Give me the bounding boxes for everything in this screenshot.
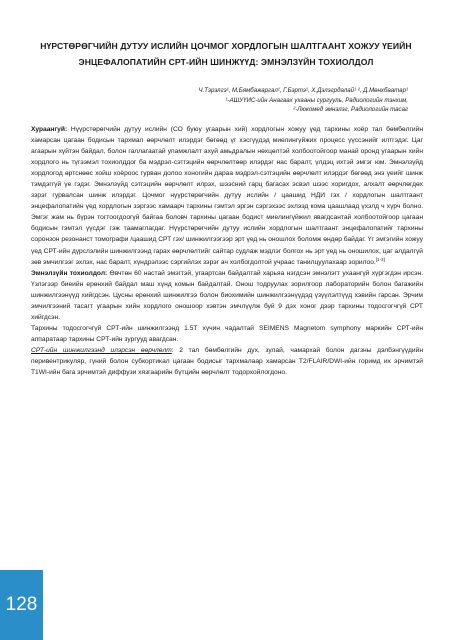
page-number: 128 bbox=[5, 594, 38, 615]
abstract-text: Нүүрстөрөгчийн дутуу ислийн (СО буюу угаарын хий) хордлогын хожуу үед тархины хоёр тал бөмбөлгийн хамарсан цагаан бодисын тархмал өөрчлөлт илэрдэг бөгөөд үг хэсгүүдэд миелингүйжих процесс үүссэнийг илтгэдэг. Цаг агаарын хүйтэн байдал, болон галлагаатай упамжлалт ахуй амьдралын нөхцөлтэй холбоотойгоор манай оронд угаарын хийн хордлого нь түгээмэл тохиолддог ба мэдрэл-сэтгэцийн өөрчлөлтөөр илэрдэг нас баралт, үлдэц ихтэй эмгэг юм. Эмнэлзүйд хордлогод өртснөөс хойш хоёроос гурван долоо хоногийн дараа мэдрэл-сэтгэцийн өөрчлөлт илэрдэг бөгөөд энэ үеийг шинж тэмдэггүй үе гэдэг. Эмнэлзүйд сэтгэцийн өөрчлөлт илрэх, шээсний гарц багасах эсвэл шээс хоригдох, алхалт өөрчлөгдөх зэрэг гурвалсан шинж илэрдэг. Цочмог нүүрстөрөгчийн дутуу ислийн / цаашид НДИ гэх / хордлогын шалтгаант энцефалопатийн үед хордлогын зэргээс хамаарч тархины гэмтэл эргэн сэргэхээс эхлээд кома цаашлаад үхэлд ч хүрч болно. Эмгэг жам нь бүрэн тогтоогдоогүй байгаа боловч тархины цагаан бодист миелингүйжил явагдсантай холбоотойгоор цагаан бодисын гэмтэл үүсдэг гэж таамаглагдаг. Нүүрстөрөгчийн дутуу ислийн хордлогын шалтгаант энцефалопатийг тархины соронзон резонанст томографи /цаашид СРТ гэх/ шинжилгээгээр эрт үед нь оношлох боломж өндөр байдаг. Үг эмгэгийн хожуу үед СРТ-ийн дүрслэлийн шинжилгээнд гарах өөрчлөлтийг сайтар судлаж мэдлэг болгох нь эрт үед нь оношилох, цаг алдалгүй зөв эмчилгээг эхлэх, нас баралт, хүндрэлээс сэргийлэх зэрэг ач холбогдолтой учраас танилцуулахаар зорилоо. bbox=[31, 126, 423, 266]
findings-text: : 2 тал бөмбөлгийн дух, зулай, чамархай болон дагзны дэлбэнгүүдийн перивентрикуляр, гүний болон субкортикал цагаан бодисыг тархмалаар хамарсан T2/FLAIR/DWI-ийн горимд их эрчимтэй T1WI-ийн бага эрчимтэй диффузи хязгаарийн бүтцийн өөрчлөлт тодорхойлогдоно. bbox=[31, 346, 423, 377]
device-paragraph bbox=[31, 323, 423, 345]
case-text: Өвчтөн 60 настай эмэгтэй, угаартсан байдалтай харьяа нэгдсэн эмнэлэгт ухаангүй хүргэгдэн ирсэн. Үзлэгээр биеийн ерөнхий байдал маш хүнд комын байдалтай. Онош тодруулах зорилгоор лабораторийн болон багажийн шинжилгээнүүд хийгдсэн. Цусны ерөнхий шинжилгээ болон биохимийн шинжилгээнүүдэд үзүүлэлтүүд хэвийн гарсан. Эрчим эмчилгээний тасагт угаарын хийн хордлого оношоор хэвтэн эмчлүүлж буй 9 дэх хоног дээр тархины тодосгогчгүй СРТ хийгдсэн. bbox=[31, 269, 423, 321]
title-line-2: ЭНЦЕФАЛОПАТИЙН СРТ-ИЙН ШИНЖҮҮД: ЭМНЭЛЗҮЙН ТОХИОЛДОЛ bbox=[78, 57, 374, 67]
abstract-paragraph bbox=[31, 124, 423, 268]
case-label: Эмнэлзүйн тохиолдол: bbox=[31, 269, 108, 277]
findings-label: СРТ-ийн шинжилгээнд илэрсэн өөрчлөлт bbox=[31, 346, 172, 354]
author-names: Ч.Тэрэлгэ¹, М.Бямбажаргал¹, Г.Бэртэ¹, Х.Дэлэгрдалай¹ ², Д.Мөнхбаатар¹ bbox=[198, 87, 408, 94]
author-block bbox=[198, 86, 408, 115]
title-line-1: НҮРСТӨРӨГЧИЙН ДУТУУ ИСЛИЙН ЦОЧМОГ ХОРДЛОГЫН ШАЛТГААНТ ХОЖУУ ҮЕИЙН bbox=[40, 41, 412, 51]
abstract-label: Хураангуй: bbox=[31, 126, 68, 133]
article-body bbox=[31, 124, 423, 378]
abstract-reference: [1-3] bbox=[375, 256, 385, 262]
article-title bbox=[30, 38, 422, 70]
affiliation-2: ²-Люкомед эмнэлэг, Радиологийн тасаг bbox=[293, 106, 408, 113]
findings-paragraph bbox=[31, 345, 423, 378]
case-paragraph bbox=[31, 268, 423, 323]
device-text: Тархины тодосгогчгүй СРТ-ийн шинжилгээнд 1.5Т хүчин чадалтай SEIMENS Magnetom symphony маркийн СРТ-ийн аппаратаар тархины СРТ-ийн зургууд авагдсан. bbox=[31, 324, 423, 343]
affiliation-1: ¹-АШУҮИС-ийн Анагаах ухааны сургууль, Радиологийн тэнхим, bbox=[225, 96, 408, 104]
page-number-badge bbox=[0, 570, 43, 640]
